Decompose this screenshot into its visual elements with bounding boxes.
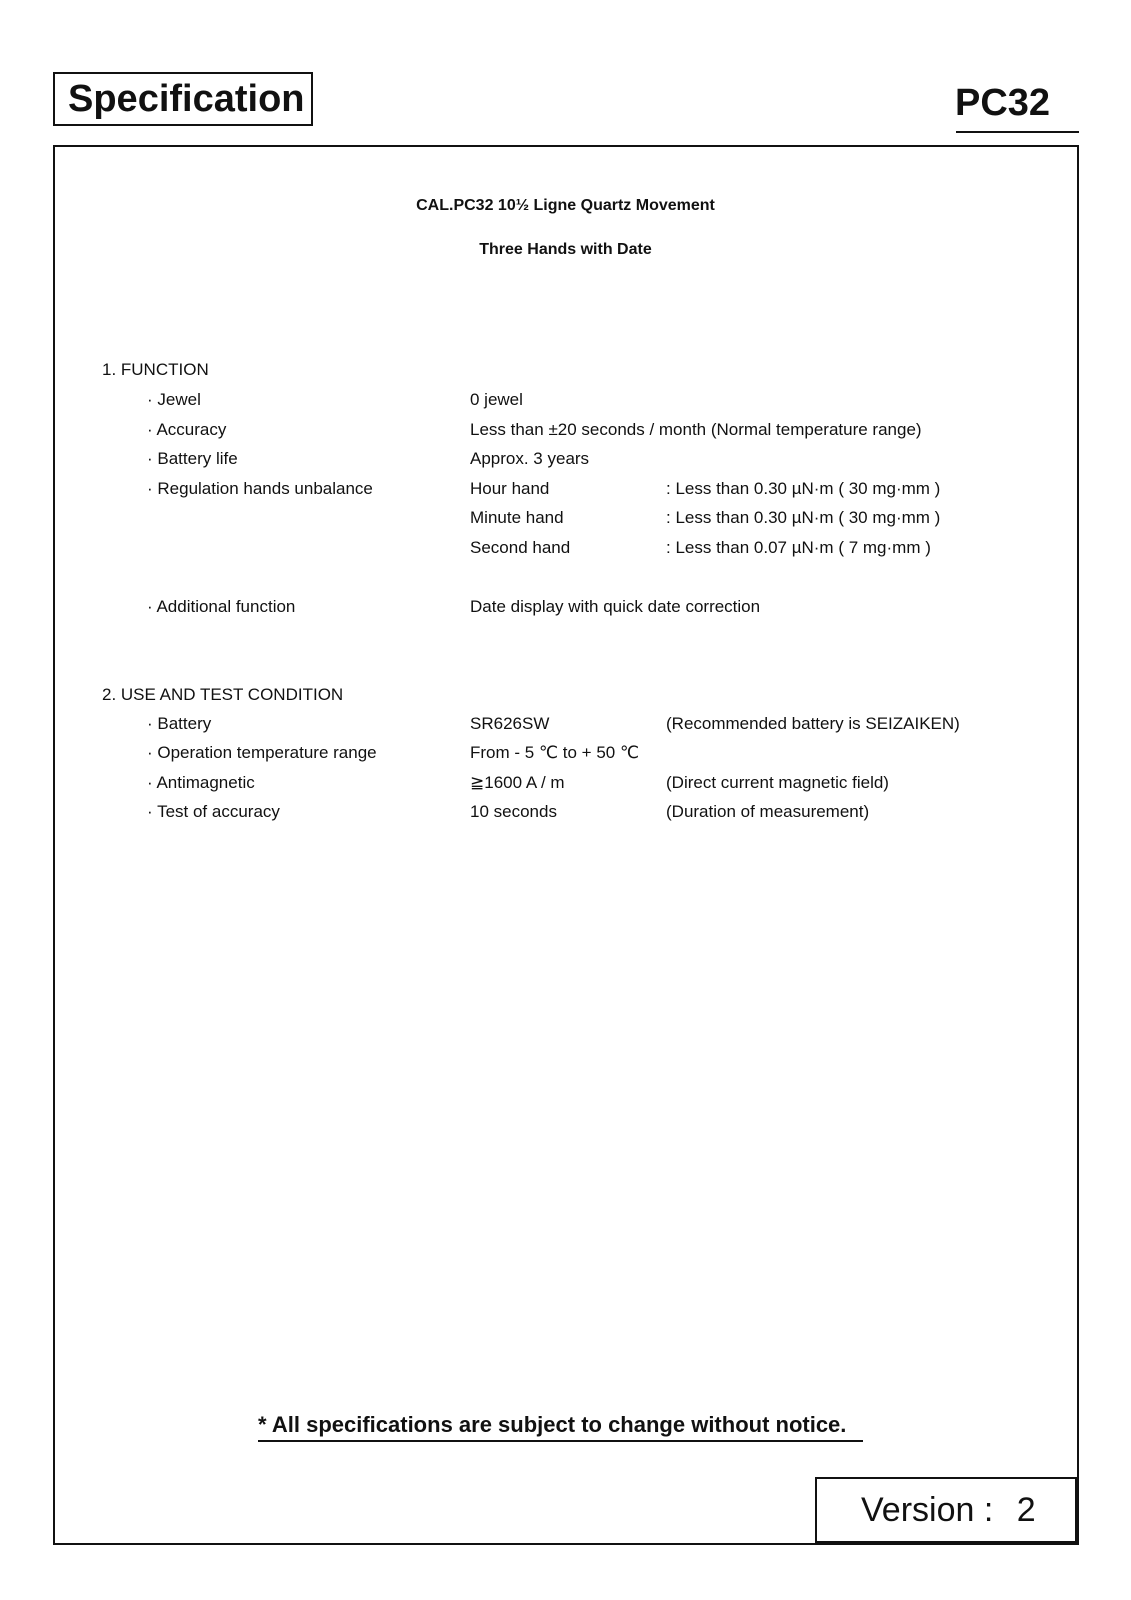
function-value-hour-hand: Hour hand [470,479,550,498]
sub-heading: Three Hands with Date [479,241,652,258]
function-value-battery-life: Approx. 3 years [470,449,590,468]
use-label-test-accuracy: · Test of accuracy [147,802,280,821]
use-value-battery-note: (Recommended battery is SEIZAIKEN) [666,714,960,733]
change-notice: * All specifications are subject to change without notice. [258,1412,863,1442]
use-value-antimagnetic-note: (Direct current magnetic field) [666,773,889,792]
function-value-hour-hand-spec: : Less than 0.30 µN·m ( 30 mg·mm ) [666,479,941,498]
function-label-regulation: · Regulation hands unbalance [147,479,373,498]
model-number: PC32 [955,82,1051,124]
version-box [815,1477,1077,1543]
use-label-antimagnetic: · Antimagnetic [147,773,255,792]
use-value-battery: SR626SW [470,714,550,733]
use-value-antimagnetic: ≧1600 A / m [470,773,565,792]
version-number: 2 [1016,1491,1036,1529]
use-value-test-accuracy-note: (Duration of measurement) [666,802,870,821]
function-value-second-hand-spec: : Less than 0.07 µN·m ( 7 mg·mm ) [666,538,931,557]
main-heading: CAL.PC32 10½ Ligne Quartz Movement [416,197,715,214]
function-value-minute-hand-spec: : Less than 0.30 µN·m ( 30 mg·mm ) [666,508,941,527]
spec-title: Specification [53,72,313,126]
function-value-jewel: 0 jewel [470,390,523,409]
function-value-additional: Date display with quick date correction [470,597,761,616]
function-value-accuracy: Less than ±20 seconds / month (Normal temperature range) [470,420,922,439]
use-value-temperature: From - 5 ℃ to + 50 ℃ [470,743,640,762]
function-label-jewel: · Jewel [147,390,201,409]
function-label-accuracy: · Accuracy [147,420,227,439]
function-label-additional: · Additional function [147,597,296,616]
section-use-test-title: 2. USE AND TEST CONDITION [102,685,344,704]
function-value-minute-hand: Minute hand [470,508,564,527]
model-underline [956,131,1079,133]
function-label-battery-life: · Battery life [147,449,238,468]
use-label-temperature: · Operation temperature range [147,743,377,762]
content-frame [53,145,1079,1545]
use-label-battery: · Battery [147,714,212,733]
version-label: Version : [861,1491,994,1529]
section-function-title: 1. FUNCTION [102,360,209,379]
function-value-second-hand: Second hand [470,538,571,557]
use-value-test-accuracy: 10 seconds [470,802,557,821]
